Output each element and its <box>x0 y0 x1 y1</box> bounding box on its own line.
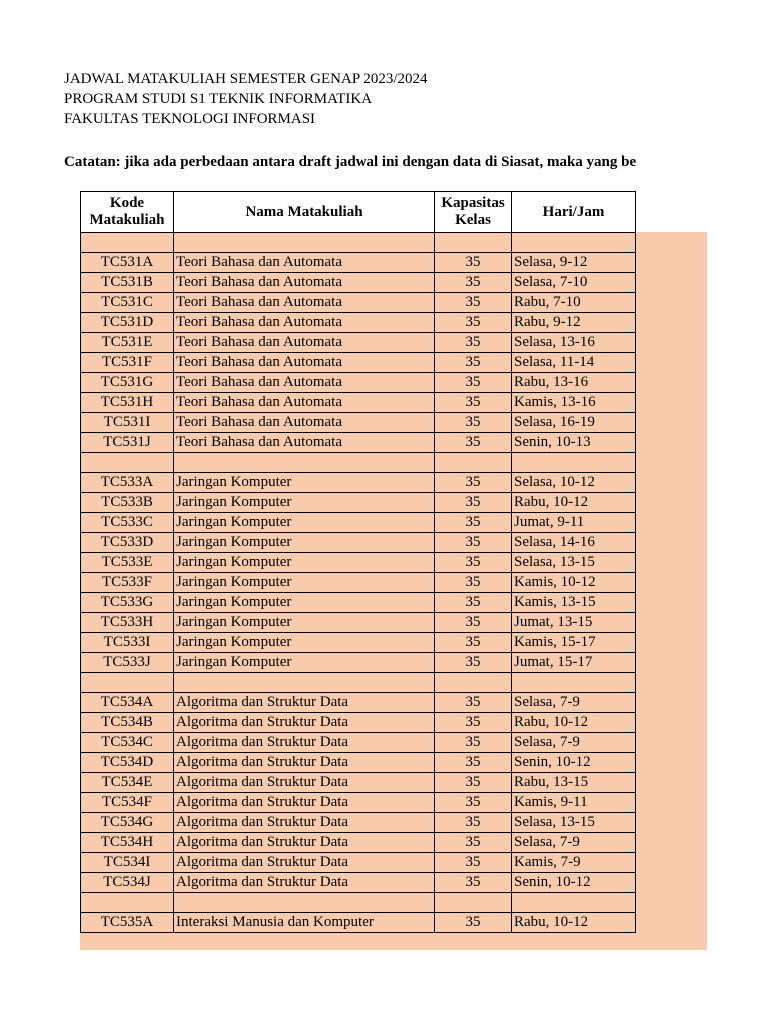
course-code-cell: TC531D <box>81 313 174 333</box>
schedule-cell: Selasa, 13-15 <box>512 553 636 573</box>
course-code-cell <box>81 673 174 693</box>
course-name-cell: Teori Bahasa dan Automata <box>174 333 435 353</box>
column-header-name: Nama Matakuliah <box>174 192 435 233</box>
course-name-cell: Teori Bahasa dan Automata <box>174 313 435 333</box>
course-name-cell: Teori Bahasa dan Automata <box>174 253 435 273</box>
schedule-cell: Selasa, 10-12 <box>512 473 636 493</box>
capacity-cell: 35 <box>435 273 512 293</box>
capacity-cell: 35 <box>435 513 512 533</box>
table-row <box>81 553 636 573</box>
schedule-cell: Senin, 10-12 <box>512 753 636 773</box>
course-code-cell: TC533F <box>81 573 174 593</box>
capacity-cell: 35 <box>435 573 512 593</box>
course-code-cell: TC534E <box>81 773 174 793</box>
table-row <box>81 693 636 713</box>
table-row <box>81 813 636 833</box>
course-name-cell: Algoritma dan Struktur Data <box>174 813 435 833</box>
table-row <box>81 873 636 893</box>
table-row <box>81 633 636 653</box>
course-code-cell: TC534F <box>81 793 174 813</box>
course-name-cell: Jaringan Komputer <box>174 513 435 533</box>
schedule-cell: Kamis, 15-17 <box>512 633 636 653</box>
schedule-cell: Rabu, 7-10 <box>512 293 636 313</box>
table-row <box>81 333 636 353</box>
course-name-cell: Teori Bahasa dan Automata <box>174 353 435 373</box>
course-name-cell: Jaringan Komputer <box>174 533 435 553</box>
course-name-cell: Algoritma dan Struktur Data <box>174 873 435 893</box>
course-code-cell: TC531C <box>81 293 174 313</box>
course-code-cell: TC533B <box>81 493 174 513</box>
table-row <box>81 253 636 273</box>
course-name-cell: Teori Bahasa dan Automata <box>174 433 435 453</box>
capacity-cell: 35 <box>435 793 512 813</box>
course-name-cell: Algoritma dan Struktur Data <box>174 853 435 873</box>
course-code-cell: TC534C <box>81 733 174 753</box>
schedule-cell: Selasa, 7-9 <box>512 733 636 753</box>
course-name-cell: Jaringan Komputer <box>174 493 435 513</box>
table-row <box>81 613 636 633</box>
column-header-capacity: Kapasitas Kelas <box>435 192 512 233</box>
schedule-cell: Selasa, 9-12 <box>512 253 636 273</box>
schedule-table <box>80 191 636 933</box>
schedule-cell: Rabu, 10-12 <box>512 493 636 513</box>
course-code-cell: TC533A <box>81 473 174 493</box>
capacity-cell: 35 <box>435 333 512 353</box>
capacity-cell: 35 <box>435 753 512 773</box>
table-body <box>81 233 636 933</box>
course-code-cell: TC534G <box>81 813 174 833</box>
capacity-cell: 35 <box>435 533 512 553</box>
schedule-cell: Jumat, 9-11 <box>512 513 636 533</box>
course-code-cell: TC533H <box>81 613 174 633</box>
course-code-cell: TC534D <box>81 753 174 773</box>
course-name-cell: Algoritma dan Struktur Data <box>174 753 435 773</box>
capacity-cell: 35 <box>435 393 512 413</box>
course-name-cell: Teori Bahasa dan Automata <box>174 413 435 433</box>
note-text: Catatan: jika ada perbedaan antara draft jadwal ini dengan data di Siasat, maka yang be <box>64 154 637 170</box>
table-row <box>81 433 636 453</box>
capacity-cell: 35 <box>435 873 512 893</box>
schedule-cell: Kamis, 10-12 <box>512 573 636 593</box>
course-name-cell: Algoritma dan Struktur Data <box>174 733 435 753</box>
schedule-cell: Selasa, 7-10 <box>512 273 636 293</box>
separator-row <box>81 453 636 473</box>
capacity-cell: 35 <box>435 713 512 733</box>
table-row <box>81 273 636 293</box>
schedule-cell: Rabu, 13-16 <box>512 373 636 393</box>
schedule-cell: Rabu, 10-12 <box>512 713 636 733</box>
schedule-cell: Selasa, 7-9 <box>512 833 636 853</box>
table-row <box>81 853 636 873</box>
capacity-cell: 35 <box>435 833 512 853</box>
course-code-cell: TC534H <box>81 833 174 853</box>
course-code-cell <box>81 453 174 473</box>
table-row <box>81 733 636 753</box>
course-code-cell: TC531G <box>81 373 174 393</box>
course-code-cell: TC534A <box>81 693 174 713</box>
capacity-cell: 35 <box>435 553 512 573</box>
course-code-cell: TC534I <box>81 853 174 873</box>
course-name-cell: Algoritma dan Struktur Data <box>174 833 435 853</box>
capacity-cell: 35 <box>435 853 512 873</box>
table-row <box>81 353 636 373</box>
course-name-cell: Teori Bahasa dan Automata <box>174 393 435 413</box>
capacity-cell: 35 <box>435 813 512 833</box>
schedule-cell <box>512 453 636 473</box>
table-header-row <box>81 192 636 233</box>
table-row <box>81 753 636 773</box>
header-program: PROGRAM STUDI S1 TEKNIK INFORMATIKA <box>64 91 373 107</box>
column-header-code: Kode Matakuliah <box>81 192 174 233</box>
course-code-cell: TC531A <box>81 253 174 273</box>
table-row <box>81 713 636 733</box>
course-code-cell <box>81 233 174 253</box>
table-row <box>81 393 636 413</box>
table-row <box>81 513 636 533</box>
schedule-cell <box>512 673 636 693</box>
capacity-cell: 35 <box>435 773 512 793</box>
course-name-cell <box>174 453 435 473</box>
capacity-cell: 35 <box>435 653 512 673</box>
course-code-cell: TC533C <box>81 513 174 533</box>
course-name-cell: Algoritma dan Struktur Data <box>174 793 435 813</box>
schedule-cell: Selasa, 13-16 <box>512 333 636 353</box>
capacity-cell <box>435 453 512 473</box>
capacity-cell: 35 <box>435 913 512 933</box>
schedule-cell: Rabu, 9-12 <box>512 313 636 333</box>
course-code-cell: TC531H <box>81 393 174 413</box>
schedule-cell: Rabu, 13-15 <box>512 773 636 793</box>
course-name-cell: Teori Bahasa dan Automata <box>174 273 435 293</box>
course-code-cell: TC533J <box>81 653 174 673</box>
course-code-cell: TC531B <box>81 273 174 293</box>
course-code-cell: TC531I <box>81 413 174 433</box>
capacity-cell <box>435 233 512 253</box>
capacity-cell <box>435 673 512 693</box>
course-name-cell: Jaringan Komputer <box>174 653 435 673</box>
schedule-cell: Selasa, 7-9 <box>512 693 636 713</box>
schedule-cell: Senin, 10-13 <box>512 433 636 453</box>
course-code-cell: TC534B <box>81 713 174 733</box>
schedule-cell: Selasa, 11-14 <box>512 353 636 373</box>
course-name-cell <box>174 893 435 913</box>
table-row <box>81 373 636 393</box>
capacity-cell: 35 <box>435 373 512 393</box>
course-name-cell: Algoritma dan Struktur Data <box>174 693 435 713</box>
course-code-cell: TC531F <box>81 353 174 373</box>
course-code-cell: TC533I <box>81 633 174 653</box>
schedule-cell: Selasa, 14-16 <box>512 533 636 553</box>
course-name-cell: Teori Bahasa dan Automata <box>174 293 435 313</box>
course-code-cell: TC533G <box>81 593 174 613</box>
course-name-cell: Jaringan Komputer <box>174 553 435 573</box>
capacity-cell: 35 <box>435 413 512 433</box>
capacity-cell: 35 <box>435 733 512 753</box>
capacity-cell <box>435 893 512 913</box>
table-row <box>81 593 636 613</box>
capacity-cell: 35 <box>435 473 512 493</box>
course-name-cell: Jaringan Komputer <box>174 573 435 593</box>
capacity-cell: 35 <box>435 353 512 373</box>
course-code-cell <box>81 893 174 913</box>
schedule-cell: Kamis, 13-16 <box>512 393 636 413</box>
course-code-cell: TC533E <box>81 553 174 573</box>
table-row <box>81 313 636 333</box>
course-code-cell: TC531J <box>81 433 174 453</box>
table-row <box>81 573 636 593</box>
schedule-cell <box>512 233 636 253</box>
course-name-cell <box>174 673 435 693</box>
schedule-cell: Kamis, 13-15 <box>512 593 636 613</box>
course-name-cell: Algoritma dan Struktur Data <box>174 713 435 733</box>
table-row <box>81 913 636 933</box>
capacity-cell: 35 <box>435 613 512 633</box>
table-row <box>81 653 636 673</box>
course-name-cell: Teori Bahasa dan Automata <box>174 373 435 393</box>
capacity-cell: 35 <box>435 493 512 513</box>
table-row <box>81 493 636 513</box>
header-faculty: FAKULTAS TEKNOLOGI INFORMASI <box>64 111 316 127</box>
course-name-cell: Algoritma dan Struktur Data <box>174 773 435 793</box>
course-code-cell: TC534J <box>81 873 174 893</box>
course-name-cell: Jaringan Komputer <box>174 473 435 493</box>
header-title: JADWAL MATAKULIAH SEMESTER GENAP 2023/2024 <box>64 71 428 87</box>
course-name-cell: Interaksi Manusia dan Komputer <box>174 913 435 933</box>
table-row <box>81 533 636 553</box>
table-row <box>81 293 636 313</box>
course-code-cell: TC533D <box>81 533 174 553</box>
course-code-cell: TC531E <box>81 333 174 353</box>
schedule-cell <box>512 893 636 913</box>
schedule-cell: Jumat, 13-15 <box>512 613 636 633</box>
column-header-schedule: Hari/Jam <box>512 192 636 233</box>
capacity-cell: 35 <box>435 693 512 713</box>
table-row <box>81 473 636 493</box>
capacity-cell: 35 <box>435 593 512 613</box>
capacity-cell: 35 <box>435 633 512 653</box>
table-row <box>81 413 636 433</box>
schedule-cell: Jumat, 15-17 <box>512 653 636 673</box>
course-code-cell: TC535A <box>81 913 174 933</box>
capacity-cell: 35 <box>435 433 512 453</box>
schedule-cell: Senin, 10-12 <box>512 873 636 893</box>
table-row <box>81 793 636 813</box>
schedule-cell: Kamis, 9-11 <box>512 793 636 813</box>
schedule-cell: Rabu, 10-12 <box>512 913 636 933</box>
schedule-cell: Selasa, 16-19 <box>512 413 636 433</box>
separator-row <box>81 673 636 693</box>
capacity-cell: 35 <box>435 313 512 333</box>
separator-row <box>81 893 636 913</box>
schedule-cell: Kamis, 7-9 <box>512 853 636 873</box>
course-name-cell <box>174 233 435 253</box>
table-row <box>81 773 636 793</box>
course-name-cell: Jaringan Komputer <box>174 633 435 653</box>
document-header <box>64 69 428 129</box>
course-name-cell: Jaringan Komputer <box>174 613 435 633</box>
course-name-cell: Jaringan Komputer <box>174 593 435 613</box>
capacity-cell: 35 <box>435 293 512 313</box>
table-row <box>81 833 636 853</box>
schedule-cell: Selasa, 13-15 <box>512 813 636 833</box>
separator-row <box>81 233 636 253</box>
capacity-cell: 35 <box>435 253 512 273</box>
